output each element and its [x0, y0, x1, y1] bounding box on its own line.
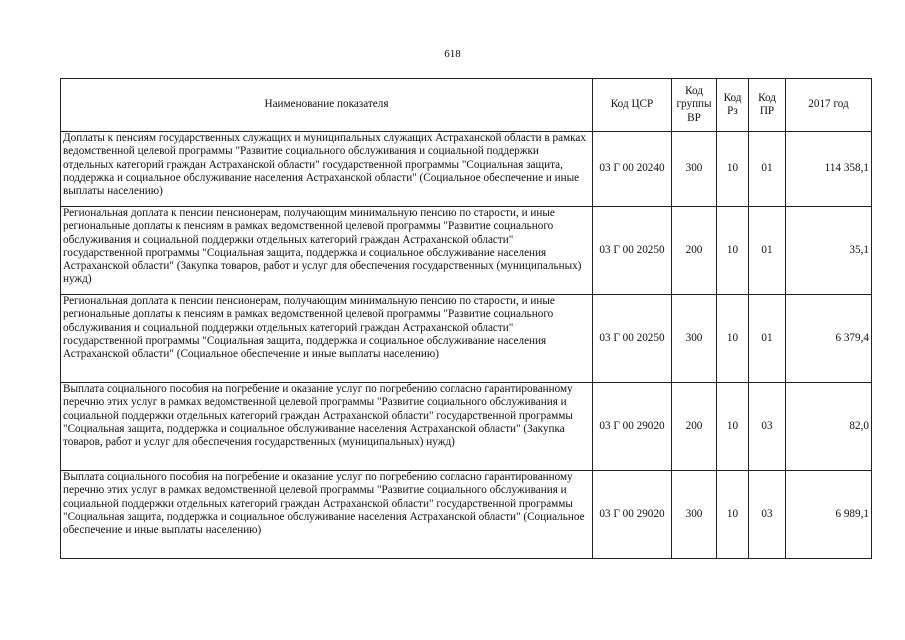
- table-row: [61, 471, 872, 559]
- table-body: [61, 132, 872, 559]
- table-header: [61, 79, 872, 132]
- row-rz: 10: [717, 207, 749, 295]
- row-name: Региональная доплата к пенсии пенсионерам, получающим минимальную пенсию по старости, и иные региональные доплаты к пенсиям в рамках ведомственной целевой программы "Развитие социального обслуживания и социальной поддержки отдельных категорий граждан Астраханской области" государственной программы "Социальная защита, поддержка и социальное обслуживание населения Астраханской области" (Социальное обеспечение и иные выплаты населению): [61, 295, 593, 383]
- header-vr: Код группы ВР: [672, 79, 717, 132]
- row-amount: 82,0: [786, 383, 872, 471]
- row-name: Выплата социального пособия на погребение и оказание услуг по погребению согласно гарантированному перечню этих услуг в рамках ведомственной целевой программы "Развитие социального обслуживания и социальной поддержки отдельных категорий граждан Астраханской области" государственной программы "Социальная защита, поддержка и социальное обслуживание населения Астраханской области" (Социальное обеспечение и иные выплаты населению): [61, 471, 593, 559]
- table-row: [61, 207, 872, 295]
- row-csr: 03 Г 00 20250: [593, 207, 672, 295]
- row-pr: 01: [749, 295, 786, 383]
- row-vr: 200: [672, 207, 717, 295]
- row-rz: 10: [717, 471, 749, 559]
- row-csr: 03 Г 00 29020: [593, 471, 672, 559]
- row-vr: 300: [672, 471, 717, 559]
- row-rz: 10: [717, 383, 749, 471]
- row-pr: 01: [749, 207, 786, 295]
- header-pr: Код ПР: [749, 79, 786, 132]
- header-csr: Код ЦСР: [593, 79, 672, 132]
- row-vr: 200: [672, 383, 717, 471]
- row-pr: 01: [749, 132, 786, 207]
- row-name: Выплата социального пособия на погребение и оказание услуг по погребению согласно гарантированному перечню этих услуг в рамках ведомственной целевой программы "Развитие социального обслуживания и социальной поддержки отдельных категорий граждан Астраханской области" государственной программы "Социальная защита, поддержка и социальное обслуживание населения Астраханской области" (Закупка товаров, работ и услуг для обеспечения государственных (муниципальных) нужд): [61, 383, 593, 471]
- row-amount: 6 989,1: [786, 471, 872, 559]
- header-rz: Код Рз: [717, 79, 749, 132]
- row-rz: 10: [717, 132, 749, 207]
- row-amount: 35,1: [786, 207, 872, 295]
- row-pr: 03: [749, 383, 786, 471]
- row-name: Региональная доплата к пенсии пенсионерам, получающим минимальную пенсию по старости, и иные региональные доплаты к пенсиям в рамках ведомственной целевой программы "Развитие социального обслуживания и социальной поддержки отдельных категорий граждан Астраханской области" государственной программы "Социальная защита, поддержка и социальное обслуживание населения Астраханской области" (Закупка товаров, работ и услуг для обеспечения государственных (муниципальных) нужд): [61, 207, 593, 295]
- row-vr: 300: [672, 132, 717, 207]
- row-vr: 300: [672, 295, 717, 383]
- row-csr: 03 Г 00 20240: [593, 132, 672, 207]
- page-number: 618: [444, 48, 461, 60]
- table-row: [61, 383, 872, 471]
- header-year: 2017 год: [786, 79, 872, 132]
- table-row: [61, 295, 872, 383]
- row-csr: 03 Г 00 29020: [593, 383, 672, 471]
- header-name: Наименование показателя: [61, 79, 593, 132]
- budget-table: [60, 78, 872, 559]
- header-row: [61, 79, 872, 132]
- row-csr: 03 Г 00 20250: [593, 295, 672, 383]
- row-pr: 03: [749, 471, 786, 559]
- table-row: [61, 132, 872, 207]
- row-amount: 114 358,1: [786, 132, 872, 207]
- row-rz: 10: [717, 295, 749, 383]
- row-amount: 6 379,4: [786, 295, 872, 383]
- row-name: Доплаты к пенсиям государственных служащих и муниципальных служащих Астраханской области в рамках ведомственной целевой программы "Развитие социального обслуживания и социальной поддержки отдельных категорий граждан Астраханской области" государственной программы "Социальная защита, поддержка и социальное обслуживание населения Астраханской области" (Социальное обеспечение и иные выплаты населению): [61, 132, 593, 207]
